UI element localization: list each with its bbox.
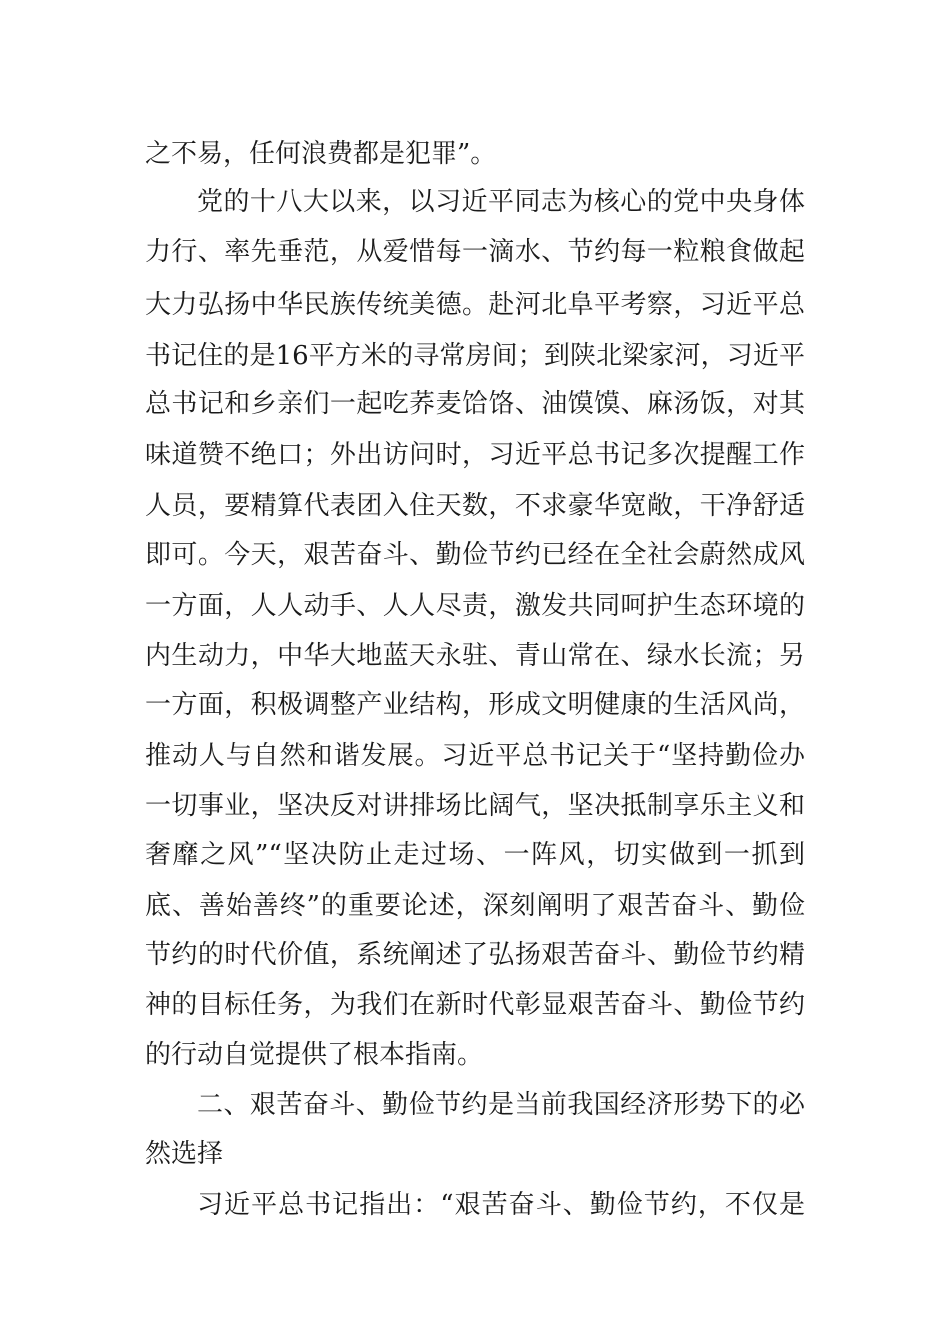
paragraph-first-line: 党的十八大以来，以习近平同志为核心的党中央身体 bbox=[197, 187, 805, 217]
text-line: 一方面，积极调整产业结构，形成文明健康的生活风尚， bbox=[145, 690, 805, 720]
text-line: 总书记和乡亲们一起吃荞麦饸饹、油馍馍、麻汤饭，对其 bbox=[145, 389, 805, 419]
text-line: 一切事业，坚决反对讲排场比阔气，坚决抵制享乐主义和 bbox=[145, 791, 805, 821]
text-line: 神的目标任务，为我们在新时代彰显艰苦奋斗、勤俭节约 bbox=[145, 990, 805, 1020]
text-line: 大力弘扬中华民族传统美德。赴河北阜平考察，习近平总 bbox=[145, 290, 805, 320]
text-line: 即可。今天，艰苦奋斗、勤俭节约已经在全社会蔚然成风 bbox=[145, 540, 805, 570]
text-line: 力行、率先垂范，从爱惜每一滴水、节约每一粒粮食做起 bbox=[145, 237, 805, 267]
paragraph-first-line: 习近平总书记指出：“艰苦奋斗、勤俭节约，不仅是 bbox=[197, 1190, 805, 1220]
text-line: 一方面，人人动手、人人尽责，激发共同呵护生态环境的 bbox=[145, 591, 805, 621]
section-heading-line: 二、艰苦奋斗、勤俭节约是当前我国经济形势下的必 bbox=[197, 1090, 805, 1120]
text-line: 底、善始善终”的重要论述，深刻阐明了艰苦奋斗、勤俭 bbox=[145, 891, 805, 921]
section-heading-line: 然选择 bbox=[145, 1139, 224, 1169]
text-line: 推动人与自然和谐发展。习近平总书记关于“坚持勤俭办 bbox=[145, 741, 805, 771]
text-line: 节约的时代价值，系统阐述了弘扬艰苦奋斗、勤俭节约精 bbox=[145, 940, 805, 970]
text-line: 味道赞不绝口；外出访问时，习近平总书记多次提醒工作 bbox=[145, 440, 805, 470]
text-line: 书记住的是16平方米的寻常房间；到陕北梁家河，习近平 bbox=[145, 341, 805, 371]
text-line: 人员，要精算代表团入住天数，不求豪华宽敞，干净舒适 bbox=[145, 491, 805, 521]
text-line: 的行动自觉提供了根本指南。 bbox=[145, 1040, 484, 1070]
text-line: 内生动力，中华大地蓝天永驻、青山常在、绿水长流；另 bbox=[145, 641, 805, 671]
text-line: 之不易，任何浪费都是犯罪”。 bbox=[145, 139, 497, 169]
text-line: 奢靡之风”“坚决防止走过场、一阵风，切实做到一抓到 bbox=[145, 840, 805, 870]
